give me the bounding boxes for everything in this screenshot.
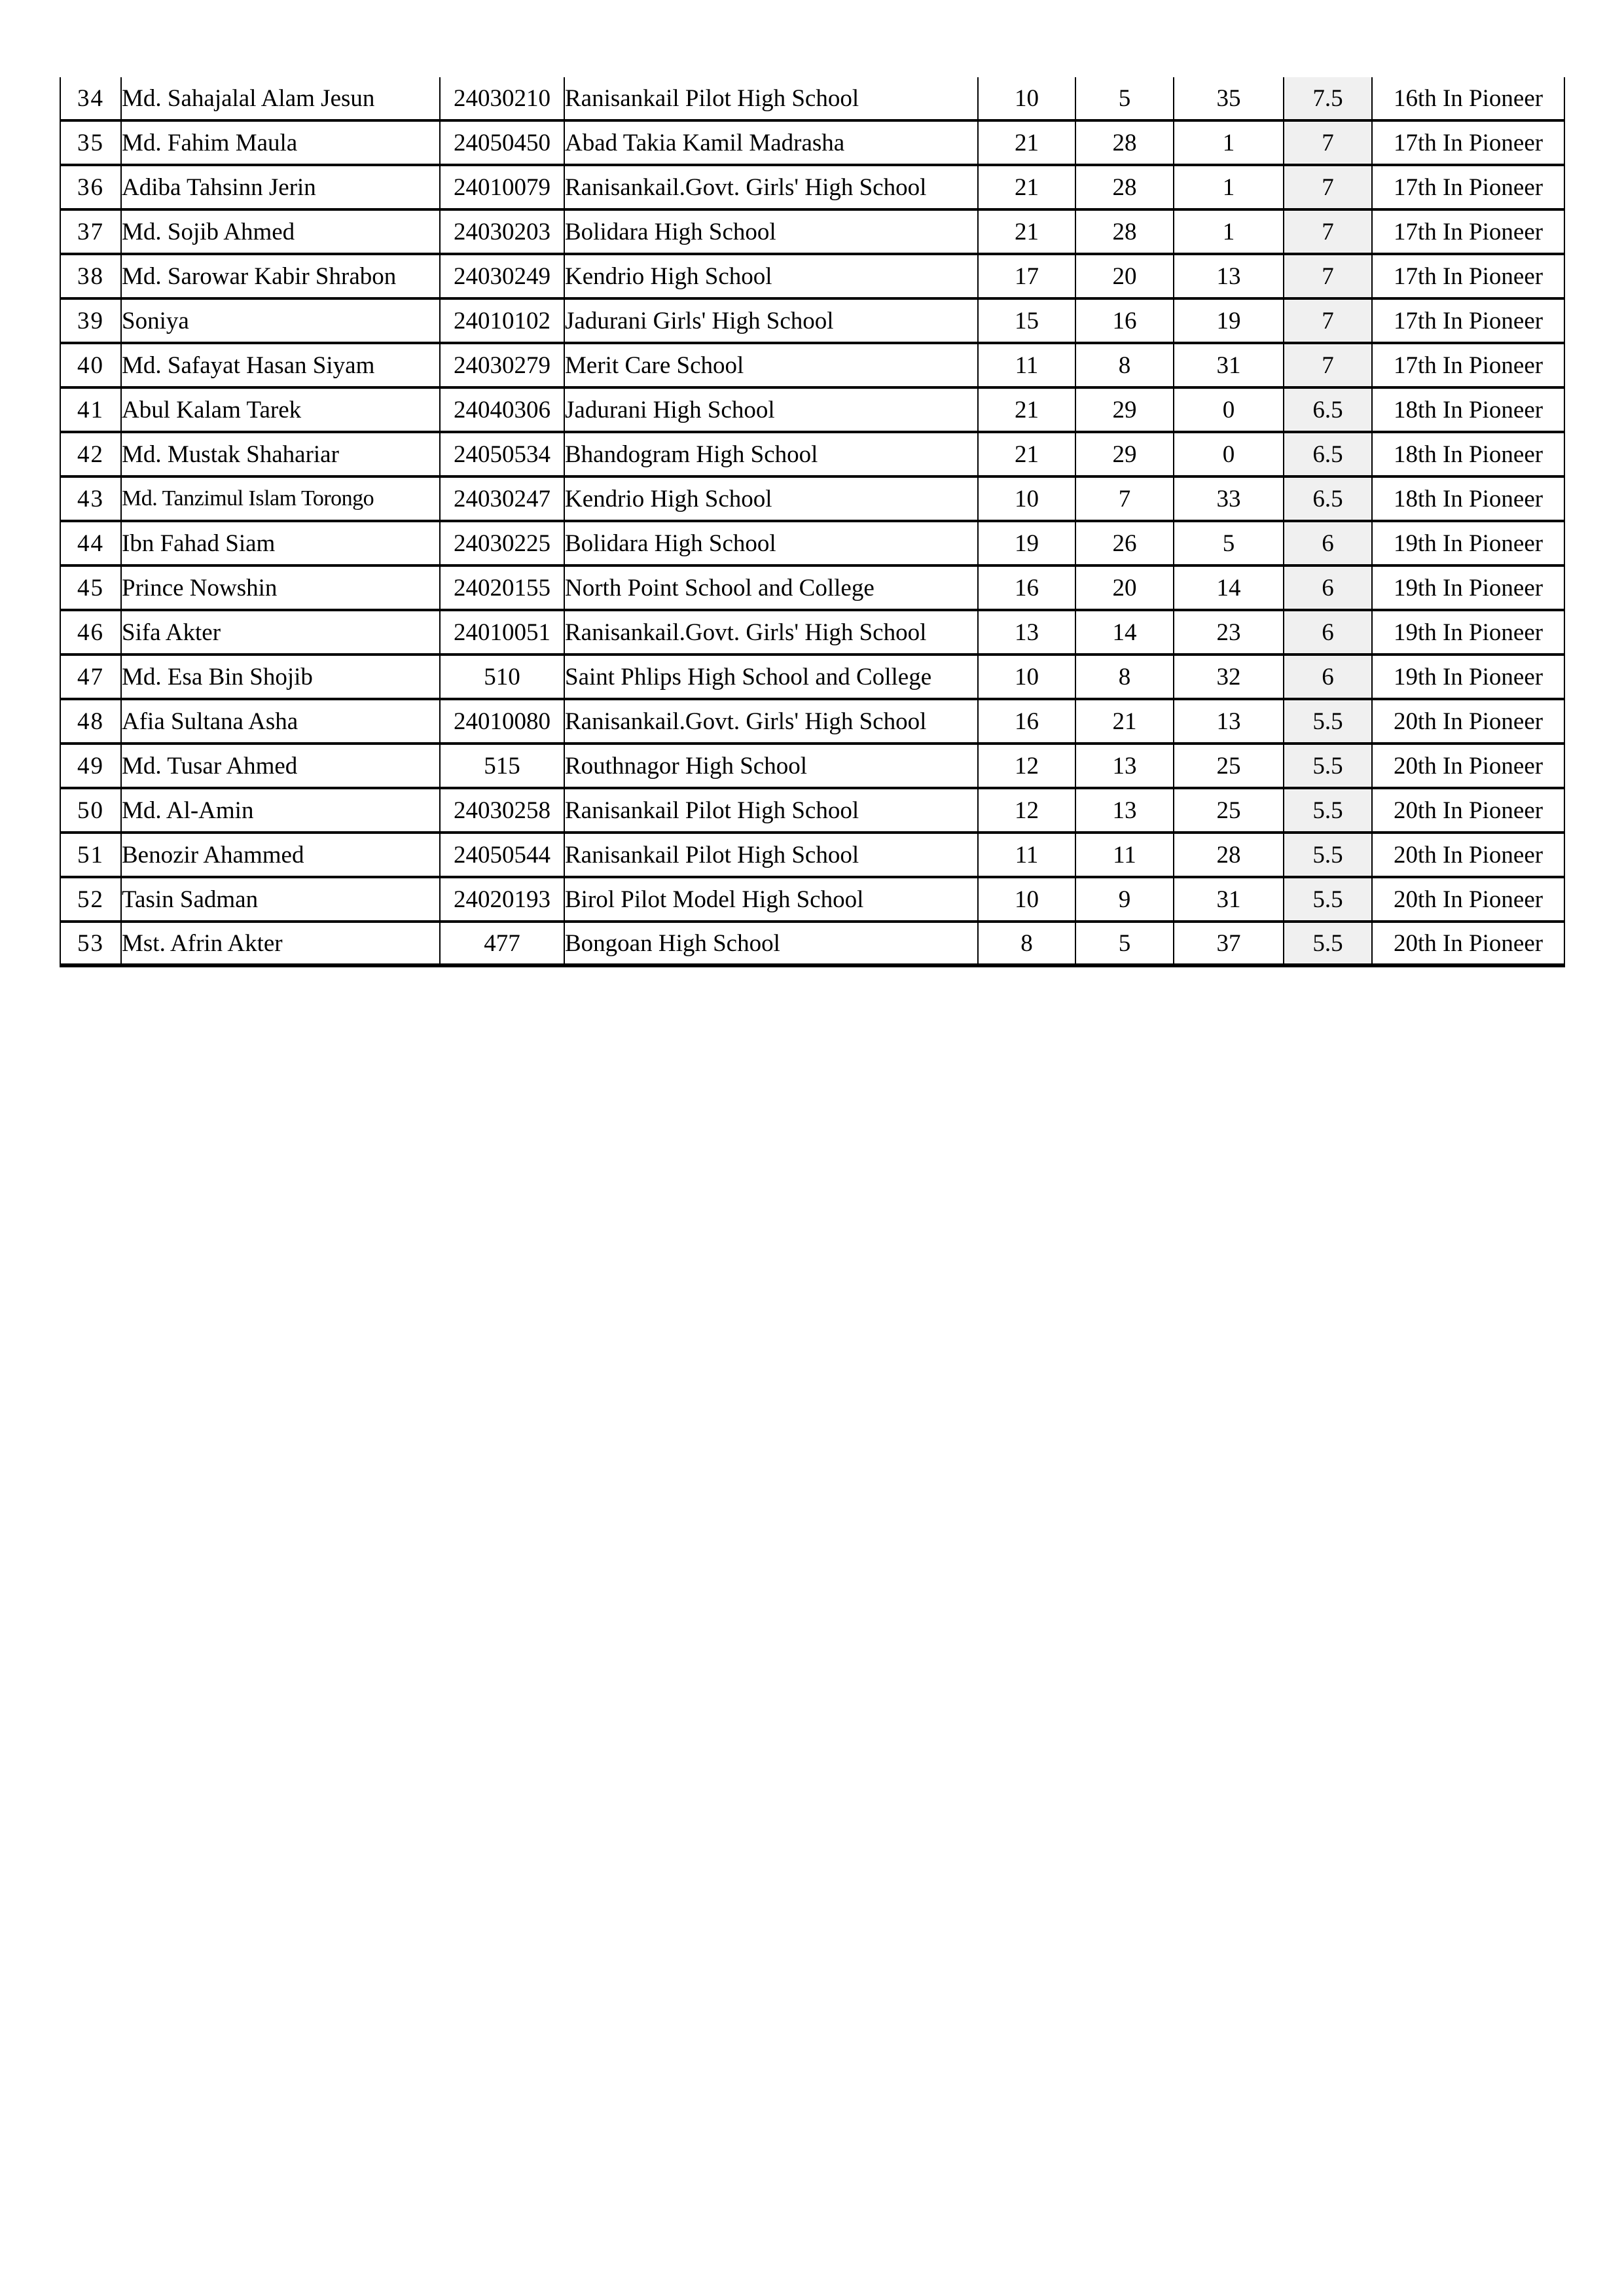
cell-school: Merit Care School: [565, 344, 979, 389]
cell-num-1: 21: [979, 122, 1076, 166]
cell-roll-id: 24010079: [441, 166, 565, 211]
cell-roll-id: 24030279: [441, 344, 565, 389]
cell-rank: 19th In Pioneer: [1373, 656, 1565, 700]
cell-score: 6: [1284, 522, 1373, 567]
cell-serial: 37: [60, 211, 122, 255]
cell-serial: 42: [60, 433, 122, 478]
cell-num-2: 29: [1076, 389, 1174, 433]
cell-school: Jadurani Girls' High School: [565, 300, 979, 344]
cell-num-2: 28: [1076, 122, 1174, 166]
cell-num-3: 13: [1174, 700, 1284, 745]
cell-num-2: 7: [1076, 478, 1174, 522]
cell-roll-id: 24050450: [441, 122, 565, 166]
cell-name: Prince Nowshin: [122, 567, 441, 611]
table-row: [60, 344, 1565, 389]
cell-name: Md. Sahajalal Alam Jesun: [122, 77, 441, 122]
cell-num-1: 11: [979, 344, 1076, 389]
table-row: [60, 522, 1565, 567]
cell-name: Md. Al-Amin: [122, 789, 441, 834]
cell-roll-id: 24050544: [441, 834, 565, 878]
cell-num-2: 11: [1076, 834, 1174, 878]
cell-name: Sifa Akter: [122, 611, 441, 656]
table-row: [60, 834, 1565, 878]
cell-num-2: 29: [1076, 433, 1174, 478]
table-row: [60, 656, 1565, 700]
table-row: [60, 77, 1565, 122]
cell-score: 5.5: [1284, 923, 1373, 967]
cell-score: 7: [1284, 344, 1373, 389]
cell-name: Md. Tusar Ahmed: [122, 745, 441, 789]
cell-num-2: 5: [1076, 77, 1174, 122]
cell-num-2: 20: [1076, 255, 1174, 300]
cell-num-2: 9: [1076, 878, 1174, 923]
cell-num-2: 14: [1076, 611, 1174, 656]
table-row: [60, 255, 1565, 300]
table-row: [60, 122, 1565, 166]
cell-name: Md. Sojib Ahmed: [122, 211, 441, 255]
table-row: [60, 300, 1565, 344]
cell-num-1: 16: [979, 700, 1076, 745]
cell-score: 5.5: [1284, 878, 1373, 923]
cell-num-3: 19: [1174, 300, 1284, 344]
cell-num-2: 13: [1076, 745, 1174, 789]
cell-score: 7: [1284, 255, 1373, 300]
cell-serial: 47: [60, 656, 122, 700]
cell-score: 7.5: [1284, 77, 1373, 122]
cell-serial: 39: [60, 300, 122, 344]
cell-name: Md. Tanzimul Islam Torongo: [122, 478, 441, 522]
cell-rank: 18th In Pioneer: [1373, 389, 1565, 433]
table-row: [60, 478, 1565, 522]
cell-num-2: 28: [1076, 166, 1174, 211]
cell-school: Kendrio High School: [565, 255, 979, 300]
cell-num-3: 14: [1174, 567, 1284, 611]
cell-roll-id: 24010051: [441, 611, 565, 656]
cell-rank: 18th In Pioneer: [1373, 433, 1565, 478]
cell-name: Soniya: [122, 300, 441, 344]
cell-school: Bhandogram High School: [565, 433, 979, 478]
results-table: [60, 77, 1565, 967]
cell-rank: 20th In Pioneer: [1373, 834, 1565, 878]
cell-school: Saint Phlips High School and College: [565, 656, 979, 700]
cell-rank: 20th In Pioneer: [1373, 789, 1565, 834]
cell-name: Afia Sultana Asha: [122, 700, 441, 745]
table-row: [60, 211, 1565, 255]
cell-num-3: 13: [1174, 255, 1284, 300]
cell-num-1: 21: [979, 389, 1076, 433]
cell-name: Md. Sarowar Kabir Shrabon: [122, 255, 441, 300]
cell-num-3: 0: [1174, 389, 1284, 433]
cell-score: 7: [1284, 211, 1373, 255]
cell-rank: 17th In Pioneer: [1373, 255, 1565, 300]
cell-roll-id: 477: [441, 923, 565, 967]
cell-num-3: 28: [1174, 834, 1284, 878]
cell-name: Ibn Fahad Siam: [122, 522, 441, 567]
cell-school: Jadurani High School: [565, 389, 979, 433]
cell-num-3: 31: [1174, 878, 1284, 923]
cell-rank: 17th In Pioneer: [1373, 122, 1565, 166]
cell-school: North Point School and College: [565, 567, 979, 611]
cell-rank: 19th In Pioneer: [1373, 567, 1565, 611]
cell-num-2: 20: [1076, 567, 1174, 611]
cell-roll-id: 24010102: [441, 300, 565, 344]
cell-num-1: 17: [979, 255, 1076, 300]
cell-name: Md. Safayat Hasan Siyam: [122, 344, 441, 389]
cell-name: Abul Kalam Tarek: [122, 389, 441, 433]
table-row: [60, 878, 1565, 923]
cell-num-3: 25: [1174, 789, 1284, 834]
cell-num-1: 19: [979, 522, 1076, 567]
cell-num-2: 28: [1076, 211, 1174, 255]
cell-serial: 49: [60, 745, 122, 789]
table-row: [60, 389, 1565, 433]
cell-roll-id: 515: [441, 745, 565, 789]
cell-roll-id: 24030225: [441, 522, 565, 567]
cell-school: Ranisankail Pilot High School: [565, 789, 979, 834]
cell-rank: 17th In Pioneer: [1373, 166, 1565, 211]
cell-school: Ranisankail Pilot High School: [565, 77, 979, 122]
cell-rank: 20th In Pioneer: [1373, 923, 1565, 967]
cell-serial: 38: [60, 255, 122, 300]
cell-num-3: 32: [1174, 656, 1284, 700]
cell-num-2: 13: [1076, 789, 1174, 834]
cell-serial: 53: [60, 923, 122, 967]
cell-score: 7: [1284, 166, 1373, 211]
table-row: [60, 567, 1565, 611]
cell-name: Adiba Tahsinn Jerin: [122, 166, 441, 211]
cell-school: Ranisankail.Govt. Girls' High School: [565, 166, 979, 211]
cell-num-3: 1: [1174, 122, 1284, 166]
cell-roll-id: 24030258: [441, 789, 565, 834]
cell-rank: 20th In Pioneer: [1373, 878, 1565, 923]
cell-serial: 46: [60, 611, 122, 656]
cell-score: 5.5: [1284, 700, 1373, 745]
cell-num-3: 31: [1174, 344, 1284, 389]
cell-score: 6: [1284, 567, 1373, 611]
cell-num-3: 0: [1174, 433, 1284, 478]
cell-rank: 17th In Pioneer: [1373, 300, 1565, 344]
cell-school: Bolidara High School: [565, 211, 979, 255]
cell-num-2: 8: [1076, 656, 1174, 700]
cell-roll-id: 24010080: [441, 700, 565, 745]
cell-school: Ranisankail.Govt. Girls' High School: [565, 611, 979, 656]
cell-rank: 19th In Pioneer: [1373, 611, 1565, 656]
cell-rank: 20th In Pioneer: [1373, 745, 1565, 789]
cell-school: Ranisankail Pilot High School: [565, 834, 979, 878]
cell-name: Benozir Ahammed: [122, 834, 441, 878]
cell-serial: 41: [60, 389, 122, 433]
cell-roll-id: 24030203: [441, 211, 565, 255]
cell-num-1: 12: [979, 789, 1076, 834]
cell-name: Md. Fahim Maula: [122, 122, 441, 166]
cell-rank: 18th In Pioneer: [1373, 478, 1565, 522]
cell-roll-id: 24030210: [441, 77, 565, 122]
cell-num-3: 1: [1174, 166, 1284, 211]
cell-score: 5.5: [1284, 789, 1373, 834]
cell-num-3: 35: [1174, 77, 1284, 122]
cell-num-2: 21: [1076, 700, 1174, 745]
cell-serial: 52: [60, 878, 122, 923]
cell-num-1: 21: [979, 433, 1076, 478]
cell-serial: 40: [60, 344, 122, 389]
cell-name: Md. Mustak Shahariar: [122, 433, 441, 478]
cell-num-2: 8: [1076, 344, 1174, 389]
cell-roll-id: 24020193: [441, 878, 565, 923]
cell-num-2: 5: [1076, 923, 1174, 967]
cell-score: 5.5: [1284, 834, 1373, 878]
cell-roll-id: 24020155: [441, 567, 565, 611]
cell-num-1: 13: [979, 611, 1076, 656]
cell-score: 6.5: [1284, 433, 1373, 478]
table-row: [60, 923, 1565, 967]
cell-num-2: 16: [1076, 300, 1174, 344]
cell-rank: 19th In Pioneer: [1373, 522, 1565, 567]
cell-name: Md. Esa Bin Shojib: [122, 656, 441, 700]
cell-num-3: 33: [1174, 478, 1284, 522]
cell-roll-id: 24030247: [441, 478, 565, 522]
table-row: [60, 789, 1565, 834]
cell-serial: 36: [60, 166, 122, 211]
cell-school: Bolidara High School: [565, 522, 979, 567]
cell-score: 7: [1284, 300, 1373, 344]
cell-num-1: 10: [979, 656, 1076, 700]
cell-score: 6: [1284, 656, 1373, 700]
cell-num-3: 1: [1174, 211, 1284, 255]
cell-num-3: 25: [1174, 745, 1284, 789]
cell-serial: 44: [60, 522, 122, 567]
table-row: [60, 433, 1565, 478]
cell-num-3: 37: [1174, 923, 1284, 967]
cell-school: Birol Pilot Model High School: [565, 878, 979, 923]
cell-num-2: 26: [1076, 522, 1174, 567]
cell-serial: 34: [60, 77, 122, 122]
cell-roll-id: 24050534: [441, 433, 565, 478]
cell-num-3: 5: [1174, 522, 1284, 567]
cell-num-1: 16: [979, 567, 1076, 611]
table-row: [60, 745, 1565, 789]
table-row: [60, 700, 1565, 745]
cell-school: Ranisankail.Govt. Girls' High School: [565, 700, 979, 745]
cell-school: Kendrio High School: [565, 478, 979, 522]
cell-rank: 16th In Pioneer: [1373, 77, 1565, 122]
cell-num-1: 10: [979, 878, 1076, 923]
cell-serial: 43: [60, 478, 122, 522]
cell-num-1: 15: [979, 300, 1076, 344]
cell-rank: 20th In Pioneer: [1373, 700, 1565, 745]
cell-serial: 48: [60, 700, 122, 745]
cell-num-1: 21: [979, 166, 1076, 211]
cell-rank: 17th In Pioneer: [1373, 344, 1565, 389]
cell-serial: 51: [60, 834, 122, 878]
cell-score: 6: [1284, 611, 1373, 656]
cell-serial: 45: [60, 567, 122, 611]
cell-score: 5.5: [1284, 745, 1373, 789]
table-row: [60, 611, 1565, 656]
cell-num-1: 12: [979, 745, 1076, 789]
cell-roll-id: 24030249: [441, 255, 565, 300]
cell-num-1: 21: [979, 211, 1076, 255]
cell-num-1: 8: [979, 923, 1076, 967]
cell-num-1: 10: [979, 478, 1076, 522]
cell-school: Routhnagor High School: [565, 745, 979, 789]
cell-roll-id: 24040306: [441, 389, 565, 433]
cell-roll-id: 510: [441, 656, 565, 700]
cell-score: 7: [1284, 122, 1373, 166]
cell-school: Abad Takia Kamil Madrasha: [565, 122, 979, 166]
cell-num-1: 10: [979, 77, 1076, 122]
cell-name: Mst. Afrin Akter: [122, 923, 441, 967]
cell-rank: 17th In Pioneer: [1373, 211, 1565, 255]
table-row: [60, 166, 1565, 211]
cell-serial: 50: [60, 789, 122, 834]
cell-serial: 35: [60, 122, 122, 166]
cell-score: 6.5: [1284, 478, 1373, 522]
cell-num-1: 11: [979, 834, 1076, 878]
cell-num-3: 23: [1174, 611, 1284, 656]
cell-name: Tasin Sadman: [122, 878, 441, 923]
cell-school: Bongoan High School: [565, 923, 979, 967]
cell-score: 6.5: [1284, 389, 1373, 433]
results-table-body: [60, 77, 1565, 967]
